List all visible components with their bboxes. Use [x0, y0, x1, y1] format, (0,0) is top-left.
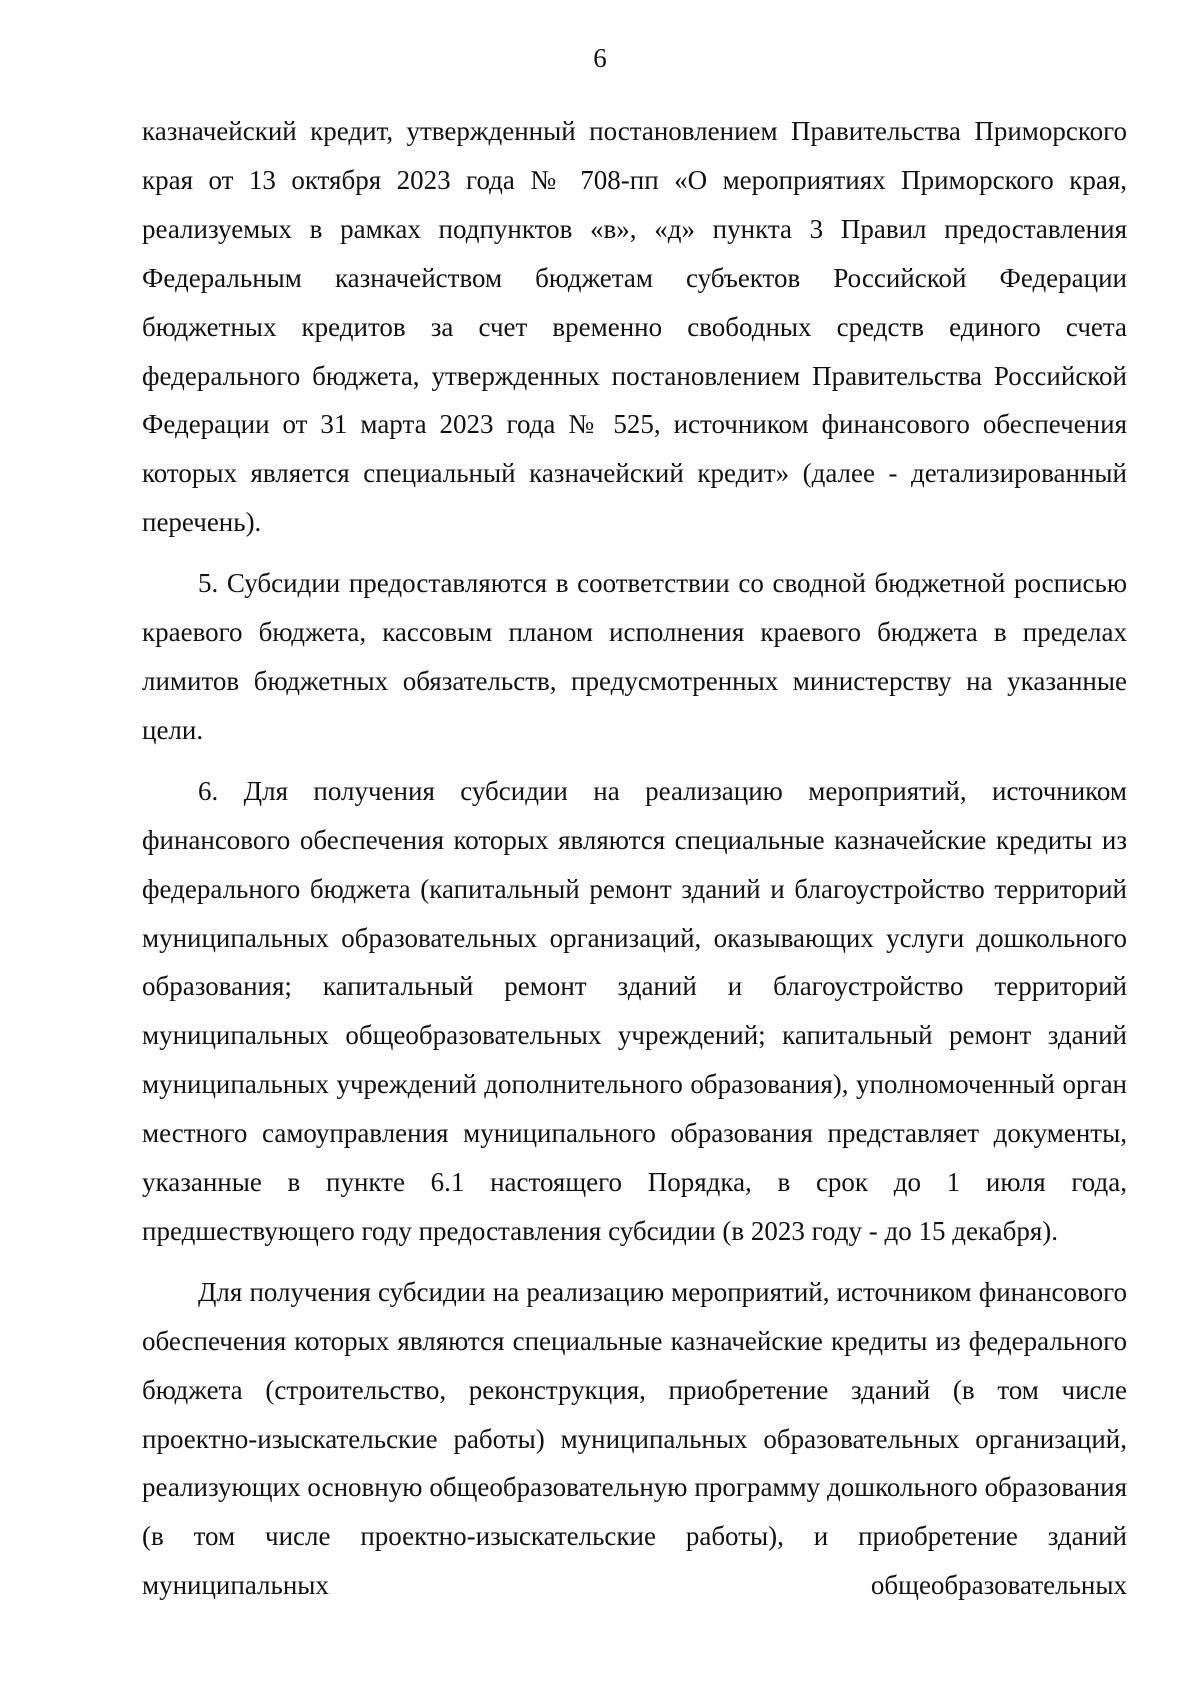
document-body	[142, 107, 1127, 1622]
paragraph-item-6-continued: Для получения субсидии на реализацию мероприятий, источником финансового обеспечения которых являются специальные казначейские кредиты из федерального бюджета (строительство, реконструкция, приобретение зданий (в том числе проектно-изыскательские работы) муниципальных образовательных организаций, реализующих основную общеобразовательную программу дошкольного образования (в том числе проектно-изыскательские работы), и приобретение зданий муниципальных общеобразовательных	[142, 1276, 1127, 1601]
paragraph-continuation: казначейский кредит, утвержденный постановлением Правительства Приморского края от 13 октября 2023 года № 708-пп «О мероприятиях Приморского края, реализуемых в рамках подпунктов «в», «д» пункта 3 Правил предоставления Федеральным казначейством бюджетам субъектов Российской Федерации бюджетных кредитов за счет временно свободных средств единого счета федерального бюджета, утвержденных постановлением Правительства Российской Федерации от 31 марта 2023 года № 525, источником финансового обеспечения которых является специальный казначейский кредит» (далее - детализированный перечень).	[142, 116, 1127, 538]
page-number: 6	[593, 43, 607, 73]
paragraph-item-6: 6. Для получения субсидии на реализацию мероприятий, источником финансового обеспечения которых являются специальные казначейские кредиты из федерального бюджета (капитальный ремонт зданий и благоустройство территорий муниципальных образовательных организаций, оказывающих услуги дошкольного образования; капитальный ремонт зданий и благоустройство территорий муниципальных общеобразовательных учреждений; капитальный ремонт зданий муниципальных учреждений дополнительного образования), уполномоченный орган местного самоуправления муниципального образования представляет документы, указанные в пункте 6.1 настоящего Порядка, в срок до 1 июля года, предшествующего году предоставления субсидии (в 2023 году - до 15 декабря).	[142, 775, 1127, 1246]
paragraph-item-5: 5. Субсидии предоставляются в соответствии со сводной бюджетной росписью краевого бюджета, кассовым планом исполнения краевого бюджета в пределах лимитов бюджетных обязательств, предусмотренных министерству на указанные цели.	[142, 568, 1127, 745]
